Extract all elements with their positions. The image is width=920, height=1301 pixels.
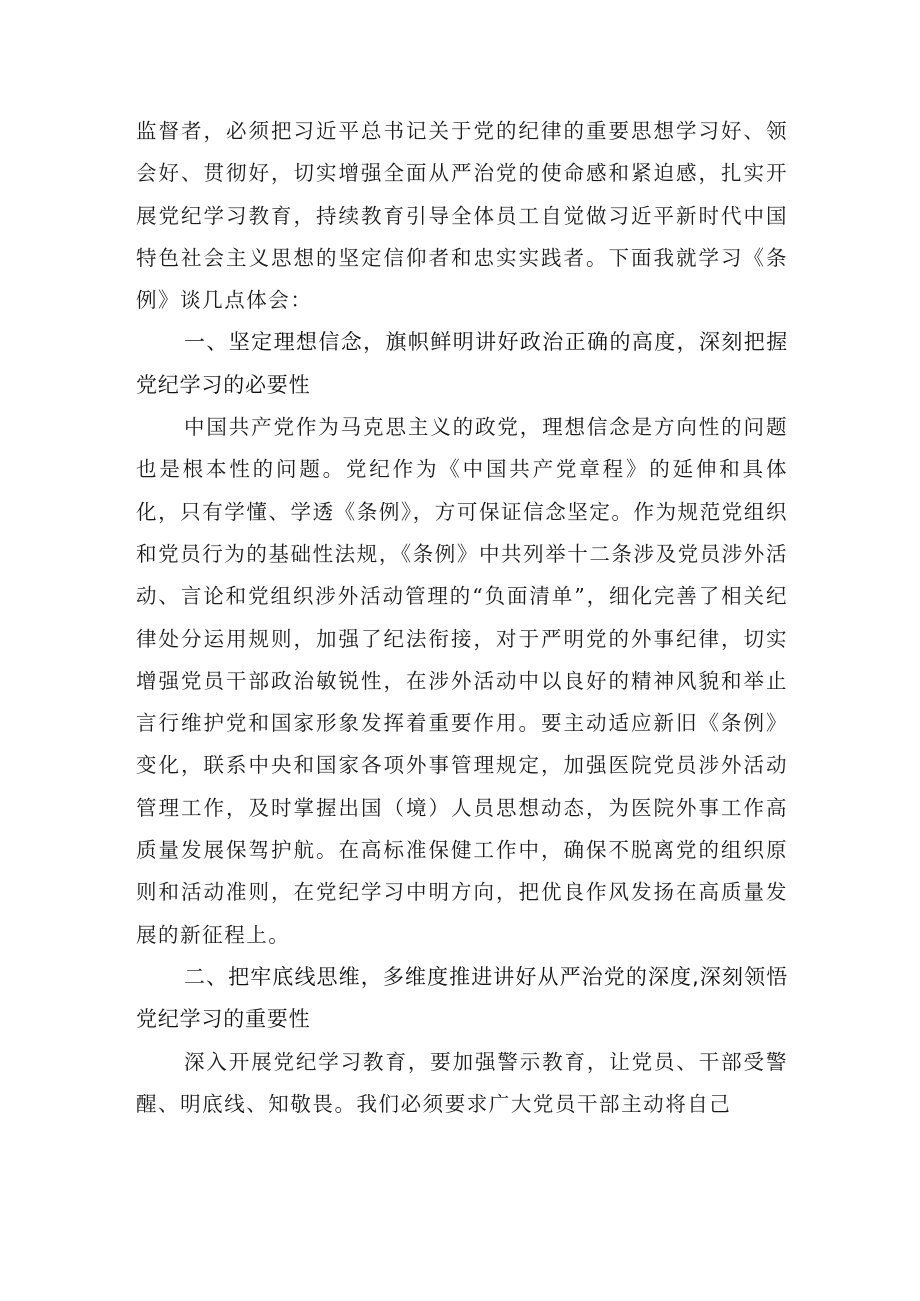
section-heading-1: 一、坚定理想信念，旗帜鲜明讲好政治正确的高度，深刻把握党纪学习的必要性 [136,330,788,397]
section-heading-2: 二、把牢底线思维，多维度推进讲好从严治党的深度,深刻领悟党纪学习的重要性 [136,964,788,1032]
document-body [136,110,788,1125]
section-2-paragraph: 深入开展党纪学习教育，要加强警示教育，让党员、干部受警醒、明底线、知敬畏。我们必须要求广大党员干部主动将自己 [136,1049,788,1116]
intro-paragraph: 监督者，必须把习近平总书记关于党的纪律的重要思想学习好、领会好、贯彻好，切实增强全面从严治党的使命感和紧迫感，扎实开展党纪学习教育，持续教育引导全体员工自觉做习近平新时代中国特色社会主义思想的坚定信仰者和忠实实践者。下面我就学习《条例》谈几点体会： [136,119,788,313]
section-1-paragraph: 中国共产党作为马克思主义的政党，理想信念是方向性的问题也是根本性的问题。党纪作为《中国共产党章程》的延伸和具体化，只有学懂、学透《条例》，方可保证信念坚定。作为规范党组织和党员行为的基础性法规，《条例》中共列举十二条涉及党员涉外活动、言论和党组织涉外活动管理的“负面清单”，细化完善了相关纪律处分运用规则，加强了纪法衔接，对于严明党的外事纪律，切实增强党员干部政治敏锐性，在涉外活动中以良好的精神风貌和举止言行维护党和国家形象发挥着重要作用。要主动适应新旧《条例》变化，联系中央和国家各项外事管理规定，加强医院党员涉外活动管理工作，及时掌握出国（境）人员思想动态，为医院外事工作高质量发展保驾护航。在高标准保健工作中，确保不脱离党的组织原则和活动准则，在党纪学习中明方向，把优良作风发扬在高质量发展的新征程上。 [136,415,788,947]
